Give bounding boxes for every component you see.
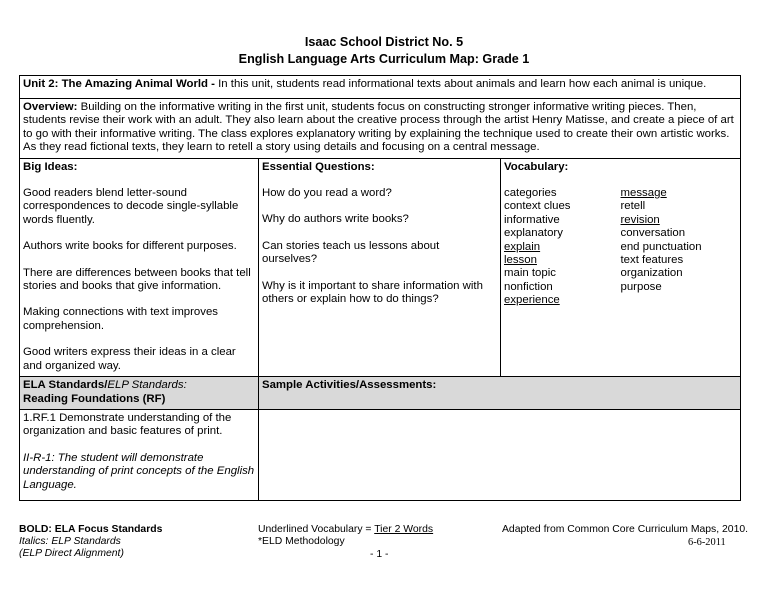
footer-elp-direct: (ELP Direct Alignment) <box>19 548 124 559</box>
vocab-word-tier2: experience <box>504 294 560 307</box>
standards-header-row <box>20 377 741 410</box>
overview-label: Overview: <box>23 101 78 113</box>
footer-bold-key: BOLD: ELA Focus Standards <box>19 524 163 535</box>
vocab-word: nonfiction <box>504 280 553 293</box>
unit-label: Unit 2: The Amazing Animal World - <box>23 78 219 90</box>
vocabulary-heading: Vocabulary: <box>504 160 569 173</box>
big-idea-item: There are differences between books that tell stories and books that give information. <box>23 266 251 293</box>
big-idea-item: Good readers blend letter-sound correspondences to decode single-syllable words fluently. <box>23 187 239 226</box>
strand-label: Reading Foundations (RF) <box>23 392 166 405</box>
footer-date: 6-6-2011 <box>688 537 726 548</box>
vocab-word: purpose <box>620 280 662 293</box>
question-item: Why is it important to share information with others or explain how to do things? <box>262 279 483 306</box>
standards-row <box>20 409 741 500</box>
big-ideas-cell <box>20 158 259 376</box>
vocab-column-1 <box>504 187 621 308</box>
big-idea-item: Making connections with text improves comprehension. <box>23 306 218 332</box>
vocab-word: categories <box>504 187 557 200</box>
unit-row <box>20 76 741 99</box>
footer-adapted: Adapted from Common Core Curriculum Maps, 2010. <box>502 524 749 535</box>
unit-text: In this unit, students read informational texts about animals and learn how each animal is unique. <box>218 78 707 90</box>
curriculum-table <box>19 75 741 501</box>
rf-standard-text: 1.RF.1 Demonstrate understanding of the organization and basic features of print. <box>23 411 232 438</box>
footer-underlined-key <box>258 524 433 536</box>
ela-standards-label: ELA Standards/ <box>23 379 108 392</box>
question-item: Can stories teach us lessons about ourselves? <box>262 239 440 266</box>
activities-heading: Sample Activities/Assessments: <box>259 377 741 410</box>
big-ideas-heading: Big Ideas: <box>23 160 78 173</box>
vocab-word-tier2: revision <box>620 213 660 226</box>
big-idea-item: Good writers express their ideas in a clear and organized way. <box>23 346 236 372</box>
essential-questions-cell <box>259 158 501 376</box>
question-item: Why do authors write books? <box>262 213 409 226</box>
vocab-word: context clues <box>504 200 571 213</box>
vocab-column-2 <box>621 187 738 308</box>
page-number: - 1 - <box>370 549 389 560</box>
question-item: How do you read a word? <box>262 187 392 200</box>
vocabulary-cell <box>501 158 741 376</box>
vocab-word: main topic <box>504 267 556 280</box>
essential-questions-heading: Essential Questions: <box>262 160 375 173</box>
vocab-word: explanatory <box>504 227 563 240</box>
standards-heading-cell <box>20 377 259 410</box>
overview-cell <box>20 99 741 159</box>
vocab-word: text features <box>620 253 684 266</box>
document-title: English Language Arts Curriculum Map: Grade 1 <box>238 52 530 66</box>
tier2-label: Tier 2 Words <box>374 524 434 535</box>
big-idea-item: Authors write books for different purposes. <box>23 240 237 253</box>
district-title: Isaac School District No. 5 <box>304 35 464 49</box>
vocab-word: end punctuation <box>620 240 702 253</box>
ideas-row <box>20 158 741 376</box>
vocab-word: conversation <box>620 227 686 240</box>
overview-text: Building on the informative writing in the first unit, students focus on constructing stronger informative writing pieces. Then, students revise their work with an adult. They also learn about the creative process through the artist Henry Matisse, and create a piece of art to go with their informative writing. The class explores explanatory writing by explaining the technique used to create their own artistic works. As they read fictional texts, they learn to retell a story using details and focusing on a central message. <box>23 101 734 154</box>
vocab-word-tier2: lesson <box>504 253 537 266</box>
vocab-word-tier2: message <box>620 187 667 200</box>
underlined-prefix: Underlined Vocabulary = <box>258 524 375 535</box>
footer-italics-key: Italics: ELP Standards <box>19 536 121 547</box>
elp-standards-label: ELP Standards: <box>107 379 187 392</box>
unit-cell <box>20 76 741 99</box>
vocab-word: retell <box>620 200 646 213</box>
standards-cell <box>20 409 259 500</box>
footer-eld: *ELD Methodology <box>258 536 345 547</box>
vocab-word: organization <box>620 267 683 280</box>
elp-standard-text: II-R-1: The student will demonstrate understanding of print concepts of the English Language. <box>23 451 255 491</box>
vocab-word: informative <box>504 213 560 226</box>
activities-cell <box>259 409 741 500</box>
overview-row <box>20 99 741 159</box>
vocab-word-tier2: explain <box>504 240 541 253</box>
